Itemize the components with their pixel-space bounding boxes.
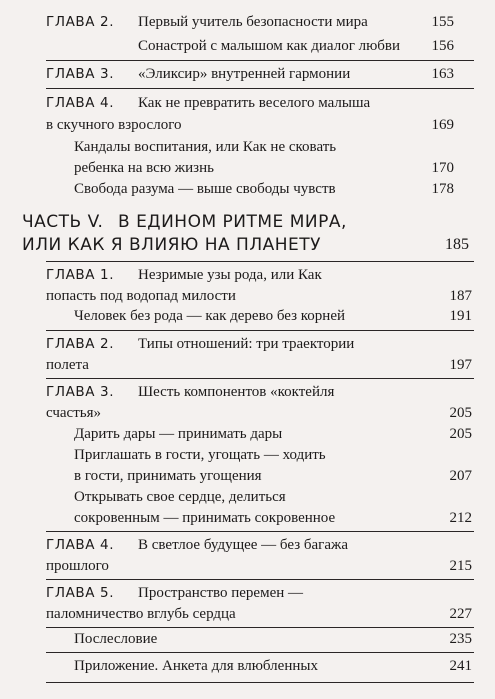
section-title-cont: сокровенным — принимать сокровенное	[74, 510, 336, 526]
section-title: Сонастрой с малышом как диалог любви	[138, 38, 401, 54]
divider	[46, 60, 474, 61]
page-number: 212	[449, 510, 472, 526]
page-number: 185	[445, 236, 469, 253]
divider	[46, 652, 474, 653]
chapter-title: «Эликсир» внутренней гармонии	[138, 66, 351, 82]
chapter-title: В светлое будущее — без багажа	[138, 537, 349, 553]
chapter-title: Незримые узы рода, или Как	[138, 267, 322, 283]
page-number: 235	[449, 631, 472, 647]
divider	[46, 579, 474, 580]
section-title: Приложение. Анкета для влюбленных	[74, 658, 318, 674]
chapter-label: ГЛАВА 5.	[46, 585, 115, 601]
page-number: 155	[431, 14, 454, 30]
page-number: 178	[431, 181, 454, 197]
part-label: ЧАСТЬ V.	[22, 212, 104, 232]
section-title: Приглашать в гости, угощать — ходить	[74, 447, 326, 463]
chapter-title: Пространство перемен —	[138, 585, 303, 601]
divider	[46, 627, 474, 628]
chapter-label: ГЛАВА 2.	[46, 336, 115, 352]
section-title-cont: в гости, принимать угощения	[74, 468, 262, 484]
divider	[46, 378, 474, 379]
chapter-title: Типы отношений: три траектории	[138, 336, 355, 352]
divider	[46, 531, 474, 532]
chapter-label: ГЛАВА 1.	[46, 267, 115, 283]
chapter-title-cont: паломничество вглубь сердца	[46, 606, 236, 622]
chapter-title: Шесть компонентов «коктейля	[138, 384, 335, 400]
page-number: 205	[449, 426, 472, 442]
page-number: 170	[431, 160, 454, 176]
section-title-cont: ребенка на всю жизнь	[74, 160, 214, 176]
section-title: Свобода разума — выше свободы чувств	[74, 181, 336, 197]
page-number: 169	[431, 117, 454, 133]
chapter-title-cont: полета	[46, 357, 89, 373]
section-title: Человек без рода — как дерево без корней	[74, 308, 346, 324]
divider	[46, 261, 474, 262]
chapter-label: ГЛАВА 3.	[46, 66, 115, 82]
page-number: 227	[449, 606, 472, 622]
page-number: 205	[449, 405, 472, 421]
chapter-label: ГЛАВА 3.	[46, 384, 115, 400]
divider	[46, 330, 474, 331]
chapter-title-cont: счастья»	[46, 405, 102, 421]
chapter-title: Как не превратить веселого малыша	[138, 95, 371, 111]
page-number: 207	[449, 468, 472, 484]
chapter-label: ГЛАВА 4.	[46, 95, 115, 111]
page-number: 187	[449, 288, 472, 304]
chapter-title-cont: в скучного взрослого	[46, 117, 182, 133]
chapter-label: ГЛАВА 4.	[46, 537, 115, 553]
chapter-label: ГЛАВА 2.	[46, 14, 115, 30]
page-number: 241	[449, 658, 472, 674]
page-number: 163	[431, 66, 454, 82]
divider	[46, 88, 474, 89]
section-title: Послесловие	[74, 631, 158, 647]
section-title: Открывать свое сердце, делиться	[74, 489, 286, 505]
divider	[46, 682, 474, 683]
chapter-title-cont: попасть под водопад милости	[46, 288, 236, 304]
part-title: В ЕДИНОМ РИТМЕ МИРА,	[118, 212, 347, 232]
section-title: Дарить дары — принимать дары	[74, 426, 283, 442]
chapter-title-cont: прошлого	[46, 558, 109, 574]
part-title-cont: ИЛИ КАК Я ВЛИЯЮ НА ПЛАНЕТУ	[22, 235, 322, 255]
page-number: 191	[449, 308, 472, 324]
page-number: 215	[449, 558, 472, 574]
page-number: 156	[431, 38, 454, 54]
chapter-title: Первый учитель безопасности мира	[138, 14, 368, 30]
section-title: Кандалы воспитания, или Как не сковать	[74, 139, 337, 155]
page-number: 197	[449, 357, 472, 373]
